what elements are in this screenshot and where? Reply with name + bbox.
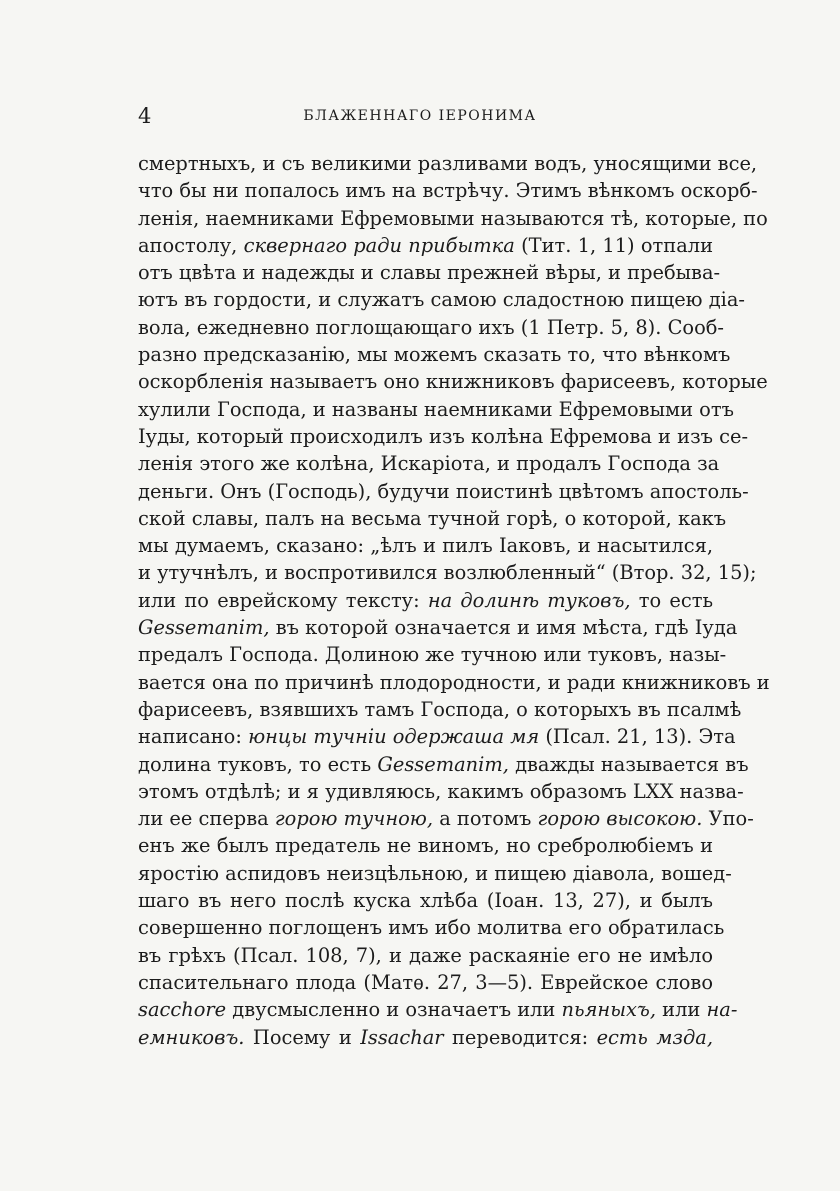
text-run: ленія этого же колѣна, Искаріота, и продалъ Господа за [138,452,720,476]
text-line [138,832,713,859]
text-line [138,150,758,177]
text-line [138,259,721,286]
italic-text: Gessemanim, [138,616,270,640]
text-line [138,368,768,395]
body-text [138,150,770,1051]
italic-text: пьяныхъ, [561,998,657,1022]
text-run: двусмысленно и означаетъ или [226,998,562,1022]
text-run: предалъ Господа. Долиною же тучною или туковъ, назы- [138,643,727,667]
text-run: этомъ отдѣлѣ; и я удивляюсь, какимъ образомъ LXX назва- [138,779,744,803]
text-line [138,177,758,204]
text-line [138,696,742,723]
text-run: или по еврейскому тексту: [138,588,428,612]
text-line [138,723,736,750]
text-line [138,478,749,505]
text-line [138,641,727,668]
text-run: ской славы, палъ на весьма тучной горѣ, о которой, какъ [138,506,727,530]
text-run: вается она по причинѣ плодородности, и ради книжниковъ и [138,670,770,694]
italic-text: на долинѣ туковъ, [427,588,631,612]
text-run: Посему и [244,1025,361,1049]
text-run: спасительнаго плода (Матѳ. 27, 3—5). Еврейское слово [138,970,713,994]
text-line [138,286,745,313]
text-run: то есть [630,588,713,612]
text-run: смертныхъ, и съ великими разливами водъ, уносящими все, [138,152,758,175]
text-line [138,559,757,586]
text-line [138,996,738,1023]
italic-text: есть мзда, [596,1025,713,1049]
text-line [138,232,713,259]
text-line [138,969,713,996]
text-run: оскорбленія называетъ оно книжниковъ фарисеевъ, которые [138,370,768,394]
text-run: вола, ежедневно поглощающаго ихъ (1 Петр. 5, 8). Сооб- [138,315,724,339]
text-line [138,942,713,969]
text-run: въ грѣхъ (Псал. 108, 7), и даже раскаяніе его не имѣло [138,943,713,967]
text-line [138,450,720,477]
text-line [138,532,713,559]
text-run: Іуды, который происходилъ изъ колѣна Ефремова и изъ се- [138,424,749,448]
text-line [138,887,713,914]
text-run: ленія, наемниками Ефремовыми называются тѣ, которые, по [138,206,768,230]
text-run: мы думаемъ, сказано: „ѣлъ и пилъ Іаковъ, и насытился, [138,534,713,558]
text-run: Упо- [702,807,754,831]
text-run: совершенно поглощенъ имъ ибо молитва его обратилась [138,916,725,940]
text-run: а потомъ [433,807,538,831]
running-title: БЛАЖЕННАГО ІЕРОНИМА [303,108,537,124]
text-run: долина туковъ, то есть [138,752,378,776]
text-run: яростію аспидовъ неизцѣльною, и пищею діавола, вошед- [138,861,732,885]
text-run: или [656,998,707,1022]
italic-text: сквернаго ради прибытка [243,233,515,257]
text-run: апостолу, [138,233,244,257]
text-line [138,505,727,532]
text-run: дважды называется въ [508,752,749,776]
italic-text: емниковъ. [138,1025,245,1049]
text-line [138,778,744,805]
text-line [138,614,738,641]
text-line [138,669,770,696]
text-line [138,423,749,450]
text-run: (Тит. 1, 11) отпали [514,233,714,257]
italic-text: на- [706,998,738,1022]
text-run: шаго въ него послѣ куска хлѣба (Іоан. 13, 27), и былъ [138,889,713,913]
text-line [138,1024,713,1051]
text-run: (Псал. 21, 13). Эта [539,725,736,749]
text-run: переводится: [443,1025,597,1049]
page-number: 4 [138,104,152,128]
italic-text: sacchore [138,998,227,1022]
text-line [138,396,734,423]
text-line [138,860,732,887]
text-run: разно предсказанію, мы можемъ сказать то, что вѣнкомъ [138,343,731,367]
text-run: енъ же былъ предатель не виномъ, но сребролюбіемъ и [138,834,713,858]
italic-text: горою высокою. [537,807,703,831]
text-line [138,914,725,941]
text-line [138,314,724,341]
italic-text: Gessemanim, [377,752,509,776]
text-run: хулили Господа, и названы наемниками Ефремовыми отъ [138,397,734,421]
text-run: фарисеевъ, взявшихъ тамъ Господа, о которыхъ въ псалмѣ [138,697,742,721]
text-run: и утучнѣлъ, и воспротивился возлюбленный“ (Втор. 32, 15); [138,561,757,585]
text-run: въ которой означается и имя мѣста, гдѣ Іуда [269,616,738,640]
italic-text: горою тучною, [274,807,434,831]
text-line [138,805,754,832]
text-line [138,751,749,778]
text-line [138,587,713,614]
text-run: ли ее сперва [138,807,275,831]
text-line [138,205,768,232]
italic-text: юнцы тучніи одержаша мя [248,725,540,749]
text-run: деньги. Онъ (Господь), будучи поистинѣ цвѣтомъ апостоль- [138,479,749,503]
text-run: ютъ въ гордости, и служатъ самою сладостною пищею діа- [138,288,745,312]
text-line [138,341,731,368]
text-run: что бы ни попалось имъ на встрѣчу. Этимъ вѣнкомъ оскорб- [138,179,758,203]
italic-text: Issachar [360,1025,444,1049]
text-run: отъ цвѣта и надежды и славы прежней вѣры, и пребыва- [138,261,721,285]
text-run: написано: [138,725,249,749]
